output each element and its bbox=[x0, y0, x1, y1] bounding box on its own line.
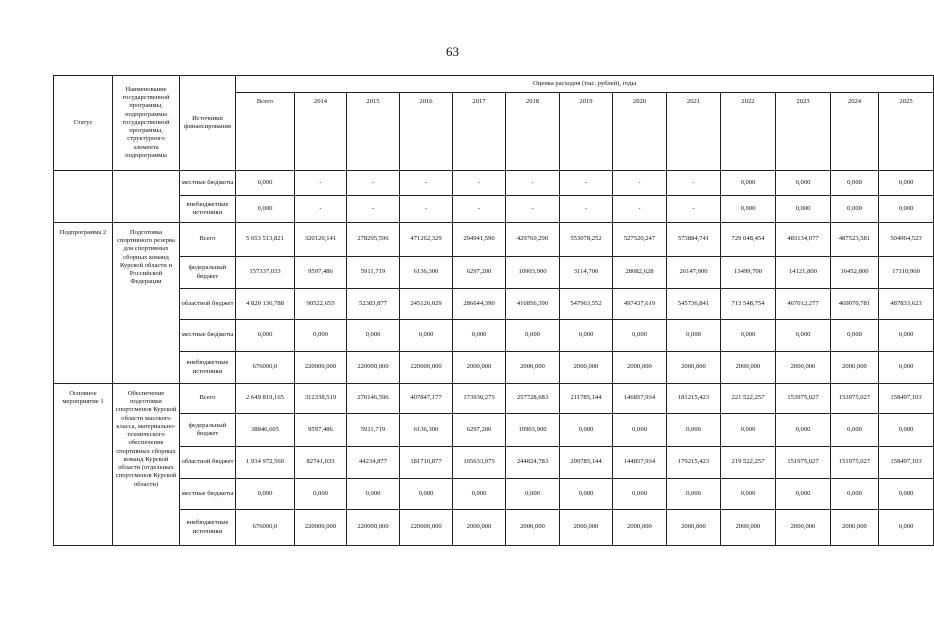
value-cell: 9597,486 bbox=[295, 257, 347, 289]
value-cell: 90522,655 bbox=[295, 289, 347, 320]
value-cell: 0,000 bbox=[347, 320, 400, 352]
value-cell: 0,000 bbox=[776, 414, 831, 447]
value-cell: 158497,103 bbox=[879, 447, 934, 479]
value-cell: 0,000 bbox=[879, 320, 934, 352]
table-row bbox=[54, 510, 934, 546]
value-cell: 0,000 bbox=[506, 479, 560, 510]
value-cell: 0,000 bbox=[453, 479, 506, 510]
table-row bbox=[54, 320, 934, 352]
value-cell: 416856,390 bbox=[506, 289, 560, 320]
value-cell: 52383,877 bbox=[347, 289, 400, 320]
row-source: местные бюджеты bbox=[180, 320, 236, 352]
value-cell: 294941,590 bbox=[453, 223, 506, 257]
row-source: федеральный бюджет bbox=[180, 414, 236, 447]
value-cell: 153975,027 bbox=[776, 384, 831, 414]
value-cell: 0,000 bbox=[667, 479, 721, 510]
table-row bbox=[54, 384, 934, 414]
value-cell: 0,000 bbox=[831, 196, 879, 223]
value-cell: 244824,783 bbox=[506, 447, 560, 479]
value-cell: 0,000 bbox=[560, 320, 613, 352]
value-cell: 2000,000 bbox=[506, 352, 560, 384]
value-cell: 26147,900 bbox=[667, 257, 721, 289]
value-cell: 6136,300 bbox=[400, 414, 453, 447]
value-cell: 0,000 bbox=[776, 196, 831, 223]
budget-table bbox=[53, 75, 934, 546]
value-cell: 0,000 bbox=[347, 479, 400, 510]
value-cell: 0,000 bbox=[776, 171, 831, 196]
value-cell: 469070,781 bbox=[831, 289, 879, 320]
value-cell: 17110,900 bbox=[879, 257, 934, 289]
value-cell: 0,000 bbox=[613, 414, 667, 447]
value-cell: 320120,141 bbox=[295, 223, 347, 257]
value-cell: 2000,000 bbox=[453, 510, 506, 546]
header-year: 2023 bbox=[776, 93, 831, 171]
value-cell: 0,000 bbox=[560, 479, 613, 510]
value-cell: 220000,000 bbox=[347, 352, 400, 384]
value-cell: 713 548,754 bbox=[721, 289, 776, 320]
value-cell: 0,000 bbox=[879, 171, 934, 196]
value-cell: 0,000 bbox=[879, 352, 934, 384]
value-cell: - bbox=[560, 196, 613, 223]
value-cell: 545736,841 bbox=[667, 289, 721, 320]
value-cell: 13499,700 bbox=[721, 257, 776, 289]
value-cell: 0,000 bbox=[831, 414, 879, 447]
value-cell: 2000,000 bbox=[831, 510, 879, 546]
value-cell: 497437,619 bbox=[613, 289, 667, 320]
value-cell: 312338,519 bbox=[295, 384, 347, 414]
value-cell: - bbox=[295, 171, 347, 196]
value-cell: 28082,628 bbox=[613, 257, 667, 289]
header-year: 2014 bbox=[295, 93, 347, 171]
value-cell: 0,000 bbox=[295, 320, 347, 352]
value-cell: 0,000 bbox=[613, 479, 667, 510]
value-cell: 16452,800 bbox=[831, 257, 879, 289]
row-source: Всего bbox=[180, 384, 236, 414]
header-estimate: Оценка расходов (тыс. рублей), годы bbox=[236, 76, 934, 93]
row-source: местные бюджеты bbox=[180, 171, 236, 196]
table-header bbox=[54, 76, 934, 171]
value-cell: 0,000 bbox=[560, 414, 613, 447]
value-cell: 146857,934 bbox=[613, 384, 667, 414]
value-cell: 676000,0 bbox=[236, 352, 295, 384]
value-cell: 0,000 bbox=[879, 479, 934, 510]
header-status: Статус bbox=[54, 76, 113, 171]
value-cell: 1 934 972,560 bbox=[236, 447, 295, 479]
value-cell: 220000,000 bbox=[400, 352, 453, 384]
row-source: внебюджетные источники bbox=[180, 196, 236, 223]
value-cell: - bbox=[400, 171, 453, 196]
value-cell: 151975,027 bbox=[831, 447, 879, 479]
value-cell: 181710,877 bbox=[400, 447, 453, 479]
table-body bbox=[54, 171, 934, 546]
value-cell: 2000,000 bbox=[776, 510, 831, 546]
value-cell: 0,000 bbox=[879, 196, 934, 223]
value-cell: 729 048,454 bbox=[721, 223, 776, 257]
value-cell: 2000,000 bbox=[667, 352, 721, 384]
value-cell: - bbox=[453, 196, 506, 223]
value-cell: 2000,000 bbox=[613, 510, 667, 546]
value-cell: 4 820 136,788 bbox=[236, 289, 295, 320]
table-row bbox=[54, 447, 934, 479]
value-cell: 9597,486 bbox=[295, 414, 347, 447]
value-cell: 0,000 bbox=[295, 479, 347, 510]
row-status: Подпрограмма 2 bbox=[54, 223, 113, 384]
header-year: 2020 bbox=[613, 93, 667, 171]
value-cell: 467012,277 bbox=[776, 289, 831, 320]
value-cell: 0,000 bbox=[236, 171, 295, 196]
value-cell: 483134,077 bbox=[776, 223, 831, 257]
value-cell: 0,000 bbox=[667, 414, 721, 447]
value-cell: 173930,275 bbox=[453, 384, 506, 414]
value-cell: 487833,623 bbox=[879, 289, 934, 320]
value-cell: 504964,523 bbox=[879, 223, 934, 257]
value-cell: 0,000 bbox=[236, 320, 295, 352]
value-cell: 0,000 bbox=[721, 479, 776, 510]
value-cell: 10903,900 bbox=[506, 414, 560, 447]
value-cell: 2000,000 bbox=[831, 352, 879, 384]
header-year: 2016 bbox=[400, 93, 453, 171]
header-year: 2015 bbox=[347, 93, 400, 171]
value-cell: - bbox=[613, 171, 667, 196]
value-cell: 151975,027 bbox=[776, 447, 831, 479]
row-source: областной бюджет bbox=[180, 289, 236, 320]
row-status: Основное мероприятие 1 bbox=[54, 384, 113, 546]
value-cell: 2000,000 bbox=[776, 352, 831, 384]
value-cell: 573884,741 bbox=[667, 223, 721, 257]
value-cell: 2000,000 bbox=[453, 352, 506, 384]
value-cell: 0,000 bbox=[831, 479, 879, 510]
value-cell: 0,000 bbox=[613, 320, 667, 352]
value-cell: 2000,000 bbox=[560, 352, 613, 384]
header-year: 2022 bbox=[721, 93, 776, 171]
value-cell: 157337,033 bbox=[236, 257, 295, 289]
value-cell: 0,000 bbox=[236, 479, 295, 510]
page-number: 63 bbox=[446, 44, 459, 59]
value-cell: 3114,700 bbox=[560, 257, 613, 289]
value-cell: 82741,033 bbox=[295, 447, 347, 479]
value-cell: 220000,000 bbox=[347, 510, 400, 546]
value-cell: 6297,200 bbox=[453, 414, 506, 447]
value-cell: 209785,144 bbox=[560, 447, 613, 479]
value-cell: - bbox=[506, 196, 560, 223]
value-cell: 676000,0 bbox=[236, 510, 295, 546]
value-cell: 547963,552 bbox=[560, 289, 613, 320]
value-cell: 0,000 bbox=[879, 414, 934, 447]
header-year: 2019 bbox=[560, 93, 613, 171]
row-program-name bbox=[113, 171, 180, 223]
table-row bbox=[54, 414, 934, 447]
value-cell: 219 522,257 bbox=[721, 447, 776, 479]
table-row bbox=[54, 196, 934, 223]
value-cell: 0,000 bbox=[721, 414, 776, 447]
value-cell: 6297,200 bbox=[453, 257, 506, 289]
value-cell: - bbox=[347, 171, 400, 196]
header-year: Всего bbox=[236, 93, 295, 171]
table-row bbox=[54, 479, 934, 510]
value-cell: 0,000 bbox=[236, 196, 295, 223]
table-row bbox=[54, 257, 934, 289]
value-cell: 6136,300 bbox=[400, 257, 453, 289]
header-year: 2021 bbox=[667, 93, 721, 171]
value-cell: 471262,329 bbox=[400, 223, 453, 257]
value-cell: 5911,719 bbox=[347, 257, 400, 289]
value-cell: 179215,423 bbox=[667, 447, 721, 479]
value-cell: 270146,596 bbox=[347, 384, 400, 414]
value-cell: 527520,247 bbox=[613, 223, 667, 257]
header-sources: Источники финансирования bbox=[180, 76, 236, 171]
value-cell: - bbox=[347, 196, 400, 223]
value-cell: 10903,900 bbox=[506, 257, 560, 289]
value-cell: 2 649 819,165 bbox=[236, 384, 295, 414]
value-cell: 153975,027 bbox=[831, 384, 879, 414]
header-year: 2018 bbox=[506, 93, 560, 171]
row-source: федеральный бюджет bbox=[180, 257, 236, 289]
value-cell: 245126,029 bbox=[400, 289, 453, 320]
value-cell: 487523,581 bbox=[831, 223, 879, 257]
value-cell: 407847,177 bbox=[400, 384, 453, 414]
value-cell: 211785,144 bbox=[560, 384, 613, 414]
value-cell: 2000,000 bbox=[613, 352, 667, 384]
row-program-name: Обеспечение подготовки спортсменов Курской области высокого класса, материально-технического обеспечение спортивных сборных команд Курской области (отдельных спортсменов Курской области) bbox=[113, 384, 180, 546]
value-cell: 0,000 bbox=[453, 320, 506, 352]
value-cell: - bbox=[453, 171, 506, 196]
header-year: 2025 bbox=[879, 93, 934, 171]
row-source: внебюджетные источники bbox=[180, 510, 236, 546]
table-row bbox=[54, 171, 934, 196]
value-cell: 0,000 bbox=[721, 171, 776, 196]
value-cell: 221 522,257 bbox=[721, 384, 776, 414]
value-cell: - bbox=[295, 196, 347, 223]
value-cell: 220000,000 bbox=[400, 510, 453, 546]
value-cell: 257728,683 bbox=[506, 384, 560, 414]
table-row bbox=[54, 289, 934, 320]
value-cell: 0,000 bbox=[831, 171, 879, 196]
value-cell: 2000,000 bbox=[721, 352, 776, 384]
row-program-name: Подготовка спортивного резерва для спортивных сборных команд Курской области и Российской Федерации bbox=[113, 223, 180, 384]
value-cell: 0,000 bbox=[831, 320, 879, 352]
value-cell: 0,000 bbox=[776, 320, 831, 352]
value-cell: 181215,423 bbox=[667, 384, 721, 414]
value-cell: 38846,605 bbox=[236, 414, 295, 447]
value-cell: 144857,934 bbox=[613, 447, 667, 479]
value-cell: - bbox=[560, 171, 613, 196]
row-source: областной бюджет bbox=[180, 447, 236, 479]
value-cell: 0,000 bbox=[400, 479, 453, 510]
value-cell: 2000,000 bbox=[560, 510, 613, 546]
value-cell: 0,000 bbox=[776, 479, 831, 510]
value-cell: 2000,000 bbox=[506, 510, 560, 546]
value-cell: 0,000 bbox=[506, 320, 560, 352]
value-cell: 220000,000 bbox=[295, 510, 347, 546]
value-cell: - bbox=[506, 171, 560, 196]
table-row bbox=[54, 223, 934, 257]
value-cell: 278295,596 bbox=[347, 223, 400, 257]
row-source: местные бюджеты bbox=[180, 479, 236, 510]
value-cell: 0,000 bbox=[400, 320, 453, 352]
header-year: 2024 bbox=[831, 93, 879, 171]
row-source: внебюджетные источники bbox=[180, 352, 236, 384]
row-status bbox=[54, 171, 113, 223]
value-cell: - bbox=[667, 196, 721, 223]
header-name: Наименование государственной программы, подпрограммы государственной программы, структурного элемента подпрограммы bbox=[113, 76, 180, 171]
value-cell: 5911,719 bbox=[347, 414, 400, 447]
value-cell: 553078,252 bbox=[560, 223, 613, 257]
value-cell: 0,000 bbox=[667, 320, 721, 352]
value-cell: 0,000 bbox=[879, 510, 934, 546]
value-cell: - bbox=[613, 196, 667, 223]
header-year: 2017 bbox=[453, 93, 506, 171]
value-cell: 220000,000 bbox=[295, 352, 347, 384]
value-cell: 0,000 bbox=[721, 320, 776, 352]
value-cell: 2000,000 bbox=[667, 510, 721, 546]
value-cell: 0,000 bbox=[721, 196, 776, 223]
value-cell: - bbox=[400, 196, 453, 223]
row-source: Всего bbox=[180, 223, 236, 257]
value-cell: 429760,290 bbox=[506, 223, 560, 257]
value-cell: 158497,103 bbox=[879, 384, 934, 414]
value-cell: 14121,800 bbox=[776, 257, 831, 289]
value-cell: - bbox=[667, 171, 721, 196]
table-row bbox=[54, 352, 934, 384]
value-cell: 5 653 513,821 bbox=[236, 223, 295, 257]
value-cell: 2000,000 bbox=[721, 510, 776, 546]
value-cell: 44234,877 bbox=[347, 447, 400, 479]
value-cell: 286644,390 bbox=[453, 289, 506, 320]
value-cell: 165633,075 bbox=[453, 447, 506, 479]
